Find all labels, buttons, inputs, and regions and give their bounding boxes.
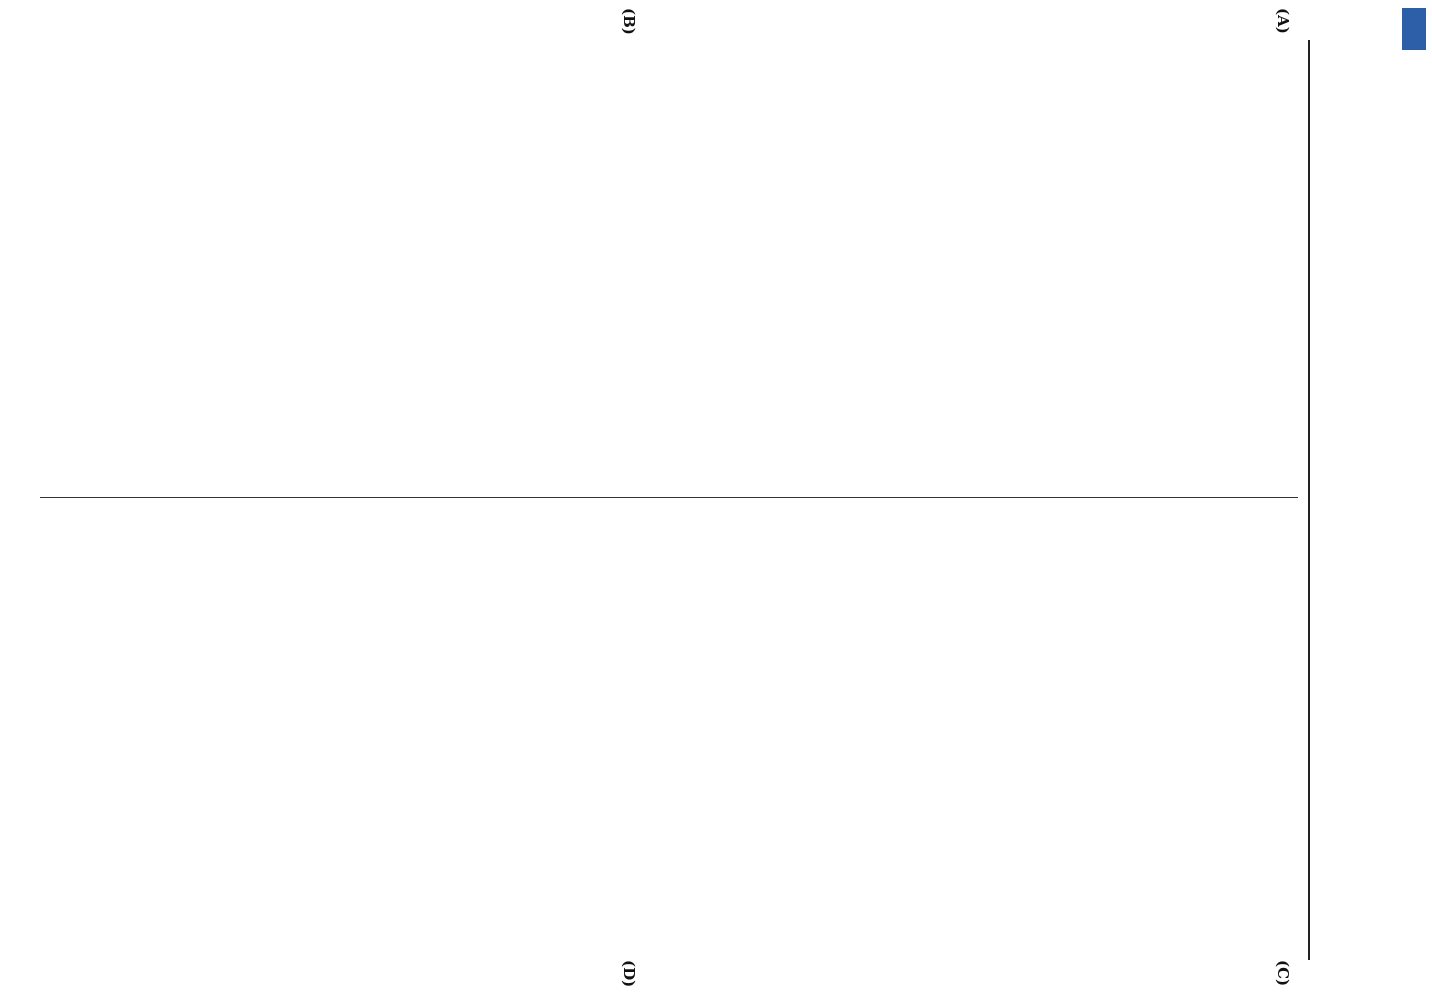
digitization-note-text [1402, 8, 1426, 998]
column-divider [40, 497, 1298, 498]
margin-marker-d: (D) [620, 960, 638, 988]
page-header [1316, 40, 1352, 960]
dfg-logo [1402, 8, 1426, 50]
header-rule [1308, 40, 1310, 960]
margin-marker-a: (A) [1274, 8, 1292, 34]
right-column [40, 515, 1298, 960]
digitization-note [1402, 8, 1426, 998]
left-column [40, 40, 1298, 485]
margin-marker-b: (B) [620, 8, 638, 35]
margin-marker-c: (C) [1274, 960, 1292, 987]
